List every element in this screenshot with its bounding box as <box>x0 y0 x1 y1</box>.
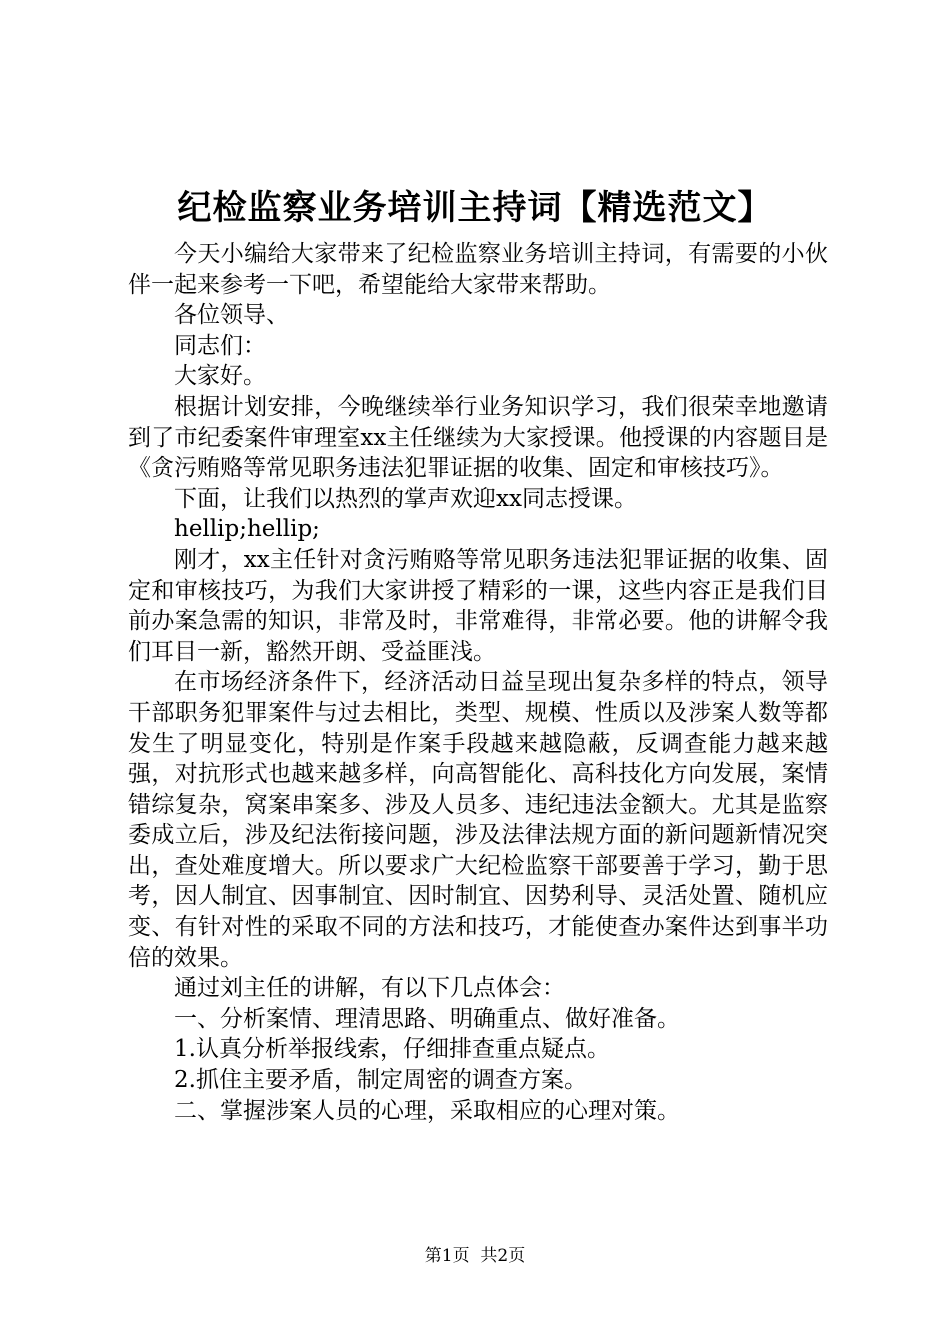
paragraph-ellipsis: hellip;hellip; <box>174 516 320 543</box>
page-total: 共2页 <box>480 1246 526 1266</box>
paragraph-schedule: 根据计划安排，今晚继续举行业务知识学习，我们很荣幸地邀请到了市纪委案件审理室xx主任继续为大家授课。他授课的内容题目是《贪污贿赂等常见职务违法犯罪证据的收集、固定和审核技巧》。 <box>128 393 828 482</box>
page-number: 第1页 <box>424 1246 470 1266</box>
paragraph-takeaways-intro: 通过刘主任的讲解，有以下几点体会： <box>174 975 565 1002</box>
document-body <box>128 239 828 1126</box>
document-title: 纪检监察业务培训主持词【精选范文】 <box>177 188 773 228</box>
paragraph-salutation-comrades: 同志们： <box>174 332 266 359</box>
paragraph-point-two: 二、掌握涉案人员的心理，采取相应的心理对策。 <box>174 1097 680 1124</box>
paragraph-point-one-2: 2.抓住主要矛盾，制定周密的调查方案。 <box>174 1067 587 1094</box>
paragraph-context: 在市场经济条件下，经济活动日益呈现出复杂多样的特点，领导干部职务犯罪案件与过去相比，类型、规模、性质以及涉案人数等都发生了明显变化，特别是作案手段越来越隐蔽，反调查能力越来越强，对抗形式也越来越多样，向高智能化、高科技化方向发展，案情错综复杂，窝案串案多、涉及人员多、违纪违法金额大。尤其是监察委成立后，涉及纪法衔接问题，涉及法律法规方面的新问题新情况突出，查处难度增大。所以要求广大纪检监察干部要善于学习，勤于思考，因人制宜、因事制宜、因时制宜、因势利导、灵活处置、随机应变、有针对性的采取不同的方法和技巧，才能使查办案件达到事半功倍的效果。 <box>128 669 828 971</box>
paragraph-point-one: 一、分析案情、理清思路、明确重点、做好准备。 <box>174 1005 680 1032</box>
paragraph-salutation-leaders: 各位领导、 <box>174 302 289 329</box>
paragraph-intro: 今天小编给大家带来了纪检监察业务培训主持词，有需要的小伙伴一起来参考一下吧，希望能给大家带来帮助。 <box>128 241 828 298</box>
paragraph-point-one-1: 1.认真分析举报线索，仔细排查重点疑点。 <box>174 1036 610 1063</box>
page-footer <box>0 1244 950 1268</box>
paragraph-welcome: 下面，让我们以热烈的掌声欢迎xx同志授课。 <box>174 485 637 512</box>
paragraph-greeting: 大家好。 <box>174 363 266 390</box>
paragraph-summary: 刚才，xx主任针对贪污贿赂等常见职务违法犯罪证据的收集、固定和审核技巧，为我们大家讲授了精彩的一课，这些内容正是我们目前办案急需的知识，非常及时，非常难得，非常必要。他的讲解令我们耳目一新，豁然开朗、受益匪浅。 <box>128 546 828 665</box>
